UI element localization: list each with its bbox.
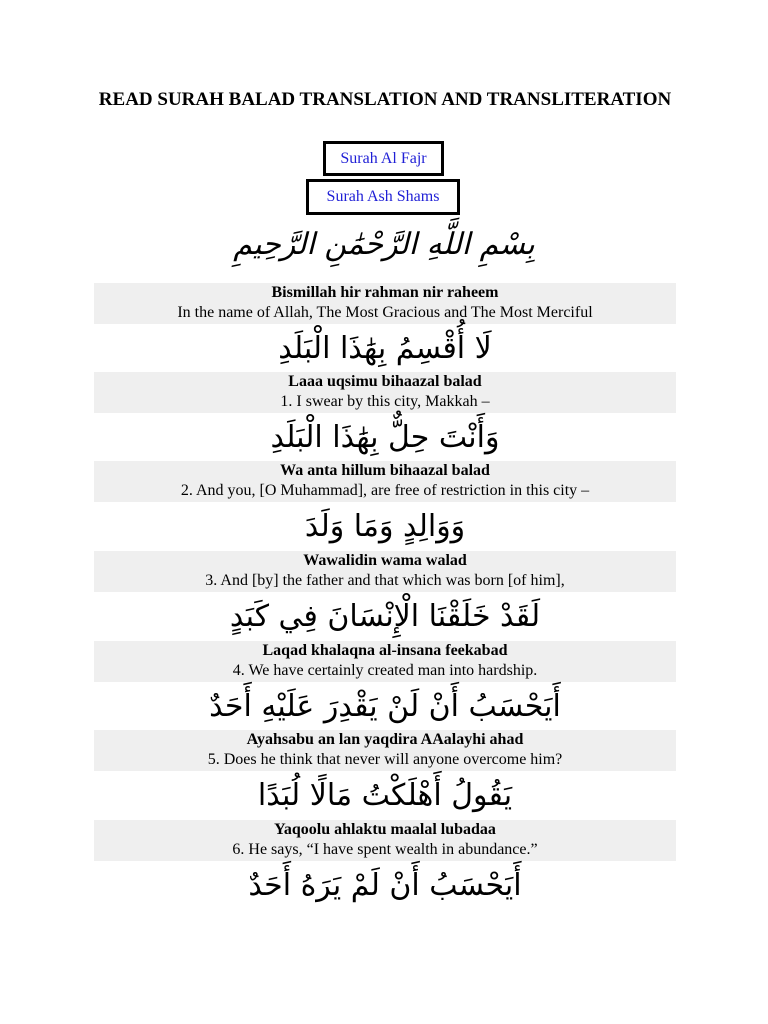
verse-translation: 5. Does he think that never will anyone overcome him?	[207, 751, 563, 768]
verse-transliteration: Laaa uqsimu bihaazal balad	[288, 373, 482, 390]
verse-band	[94, 641, 676, 682]
basmala-calligraphy	[230, 222, 538, 268]
verse-arabic: وَوَالِدٍ وَمَا وَلَدَ	[304, 509, 466, 544]
basmala-arabic: بِسْمِ اللَّهِ الرَّحْمَٰنِ الرَّحِيمِ	[233, 227, 535, 262]
link-surah-al-fajr[interactable]	[323, 141, 444, 176]
verse-arabic: لَقَدْ خَلَقْنَا الْإِنْسَانَ فِي كَبَدٍ	[229, 599, 541, 634]
verse-translation: 3. And [by] the father and that which was born [of him],	[205, 572, 565, 589]
verse-transliteration: Laqad khalaqna al-insana feekabad	[262, 642, 508, 659]
verse-transliteration: Bismillah hir rahman nir raheem	[271, 284, 499, 301]
verse-arabic: يَقُولُ أَهْلَكْتُ مَالًا لُبَدًا	[257, 778, 513, 813]
verse-translation: 4. We have certainly created man into hardship.	[232, 662, 538, 679]
verse-band	[94, 551, 676, 592]
verse-translation: In the name of Allah, The Most Gracious and The Most Merciful	[177, 304, 593, 321]
verse-arabic: وَأَنْتَ حِلٌّ بِهَٰذَا الْبَلَدِ	[270, 420, 500, 455]
verse-band	[94, 730, 676, 771]
link-label[interactable]: Surah Ash Shams	[326, 188, 440, 205]
verse-transliteration: Wawalidin wama walad	[303, 552, 467, 569]
page-title: READ SURAH BALAD TRANSLATION AND TRANSLITERATION	[98, 89, 672, 110]
link-surah-ash-shams[interactable]	[306, 179, 460, 215]
verse-translation: 1. I swear by this city, Makkah –	[280, 393, 490, 410]
verse-band	[94, 461, 676, 502]
link-label[interactable]: Surah Al Fajr	[340, 150, 427, 167]
verse-band	[94, 283, 676, 324]
verse-arabic: لَا أُقْسِمُ بِهَٰذَا الْبَلَدِ	[278, 331, 492, 366]
verse-translation: 6. He says, “I have spent wealth in abundance.”	[232, 841, 538, 858]
verse-arabic: أَيَحْسَبُ أَنْ لَمْ يَرَهُ أَحَدٌ	[248, 868, 522, 903]
verse-transliteration: Yaqoolu ahlaktu maalal lubadaa	[274, 821, 496, 838]
verse-arabic: أَيَحْسَبُ أَنْ لَنْ يَقْدِرَ عَلَيْهِ أَحَدٌ	[209, 689, 561, 724]
verse-band	[94, 820, 676, 861]
verse-band	[94, 372, 676, 413]
verse-transliteration: Wa anta hillum bihaazal balad	[280, 462, 490, 479]
verse-transliteration: Ayahsabu an lan yaqdira AAalayhi ahad	[246, 731, 524, 748]
verse-translation: 2. And you, [O Muhammad], are free of restriction in this city –	[180, 482, 590, 499]
